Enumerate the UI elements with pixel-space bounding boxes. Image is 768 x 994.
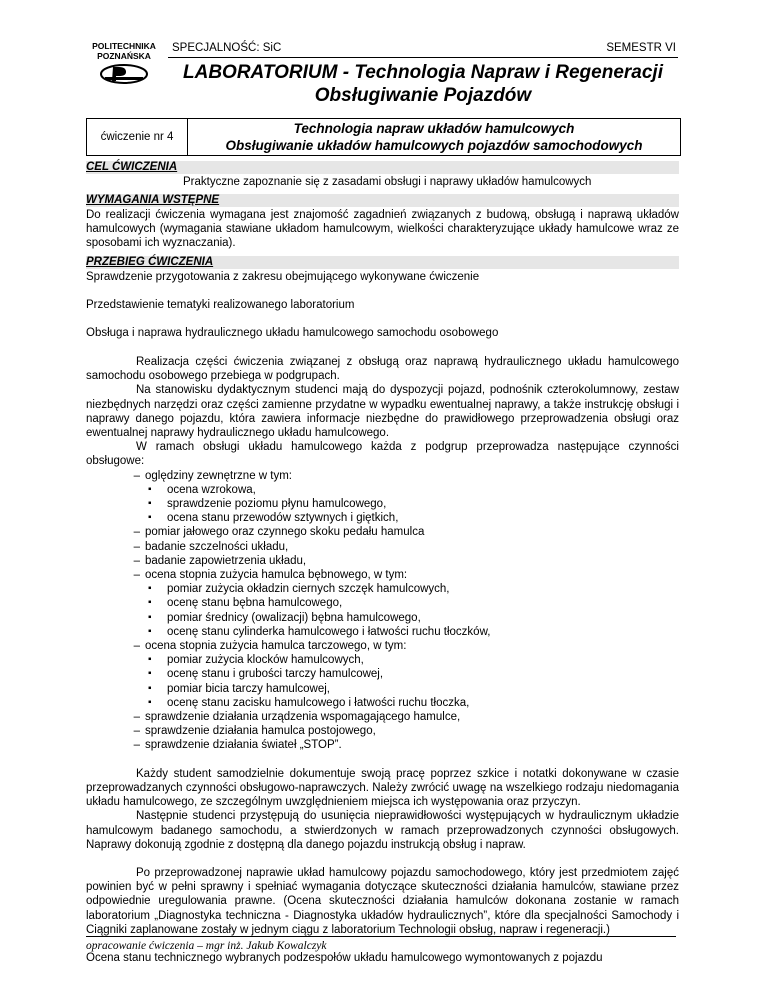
body-paragraph: Na stanowisku dydaktycznym studenci mają do dyspozycji pojazd, podnośnik czterokolumnowy, zestaw niezbędnych narzędzi oraz części zamienne przydatne w wypadku ewentualnej naprawy, a także instrukcję obsługi i naprawy danego pojazdu, która zawiera informacje niezbędne do prawidłowego przeprowadzenia obsługi oraz ewentualnej naprawy hydraulicznego układu hamulcowego. [86,384,679,440]
list-item: ▪ ocenę stanu bębna hamulcowego, [145,596,679,610]
body-paragraph: W ramach obsługi układu hamulcowego każda z podgrup przeprowadza następujące czynności obsługowe: [86,441,679,468]
list-item: ▪ ocenę stanu cylinderka hamulcowego i łatwości ruchu tłoczków, [145,625,679,639]
header-divider [168,57,678,58]
prereq-heading: WYMAGANIA WSTĘPNE [86,194,679,207]
goal-heading: CEL ĆWICZENIA [86,161,679,174]
lab-title-line-1: LABORATORIUM - Technologia Napraw i Regeneracji [183,62,663,83]
course-intro: Przedstawienie tematyki realizowanego laboratorium [86,299,355,311]
list-item: – ocena stopnia zużycia hamulca bębnowego, w tym: ▪ pomiar zużycia okładzin ciernych szczęk hamulcowych, ▪ ocenę stanu bębna hamulcowego, ▪ pomiar średnicy (owalizacji) bębna hamulcowego, ▪ ocenę stanu cylinderka hamulcowego i łatwości ruchu tłoczków, [86,568,679,639]
sub-list [145,653,679,710]
list-item: ▪ ocena stanu przewodów sztywnych i giętkich, [145,511,679,525]
sub-list [145,582,679,639]
course-check: Sprawdzenie przygotowania z zakresu obejmującego wykonywane ćwiczenie [86,271,480,283]
list-item: – sprawdzenie działania hamulca postojowego, [86,724,679,738]
list-item: – badanie zapowietrzenia układu, [86,554,679,568]
list-item: ▪ ocena wzrokowa, [145,483,679,497]
logo-line-1: POLITECHNIKA [92,41,156,51]
course-subheading: Obsługa i naprawa hydraulicznego układu hamulcowego samochodu osobowego [86,327,499,339]
logo-line-2: POZNAŃSKA [97,51,151,61]
list-item: ▪ pomiar bicia tarczy hamulcowej, [145,682,679,696]
list-item: ▪ pomiar zużycia okładzin ciernych szczęk hamulcowych, [145,582,679,596]
list-item: ▪ sprawdzenie poziomu płynu hamulcowego, [145,497,679,511]
list-item: ▪ ocenę stanu i grubości tarczy hamulcowej, [145,667,679,681]
body-paragraph: Realizacja części ćwiczenia związanej z obsługą oraz naprawą hydraulicznego układu hamulcowego samochodu osobowego przebiega w podgrupach. [86,356,679,383]
footer-author: opracowanie ćwiczenia – mgr inż. Jakub Kowalczyk [86,940,327,952]
course-heading: PRZEBIEG ĆWICZENIA [86,256,679,269]
exercise-title-line-2: Obsługiwanie układów hamulcowych pojazdów samochodowych [225,138,643,153]
exercise-title-line-1: Technologia napraw układów hamulcowych [293,121,575,136]
body-paragraph: Każdy student samodzielnie dokumentuje swoją pracę poprzez szkice i notatki dokonywane w czasie przeprowadzanych czynności obsługowo-naprawczych. Należy zwrócić uwagę na wszelkiego rodzaju niedomagania układu hamulcowego, ze szczególnym uwzględnieniem miejsca ich występowania oraz przyczyn. [86,767,679,809]
semester-label: SEMESTR VI [606,42,676,54]
logo-emblem-icon [99,62,149,84]
body-paragraph: Po przeprowadzonej naprawie układ hamulcowy pojazdu samochodowego, który jest przedmiotem zajęć powinien być w pełni sprawny i spełniać wymagania dotyczące skuteczności działania hamulców, stawiane przez odpowiednie uregulowania prawne. (Ocena skuteczności działania hamulców dokonana zostanie w ramach laboratorium „Diagnostyka techniczna - Diagnostyka układów hydraulicznych”, które dla specjalności Samochody i Ciągniki zaplanowane zostały w jednym ciągu z laboratorium Technologii obsług, napraw i regeneracji.) [86,866,679,936]
exercise-number: ćwiczenie nr 4 [87,119,188,155]
maintenance-list [86,469,679,753]
body-paragraph: Ocena stanu technicznego wybranych podzespołów układu hamulcowego wymontowanych z pojazdu [86,951,603,964]
list-item: – sprawdzenie działania urządzenia wspomagającego hamulce, [86,710,679,724]
list-item: ▪ ocenę stanu zacisku hamulcowego i łatwości ruchu tłoczka, [145,696,679,710]
list-item: – badanie szczelności układu, [86,540,679,554]
lab-title-line-2: Obsługiwanie Pojazdów [314,85,532,106]
list-item: – oględziny zewnętrzne w tym: ▪ ocena wzrokowa, ▪ sprawdzenie poziomu płynu hamulcowego, ▪ ocena stanu przewodów sztywnych i giętkich, [86,469,679,526]
list-item: – sprawdzenie działania świateł „STOP”. [86,738,679,752]
exercise-title [188,119,680,155]
university-logo [92,41,156,84]
list-item: ▪ pomiar zużycia klocków hamulcowych, [145,653,679,667]
exercise-box [86,118,681,156]
list-item: ▪ pomiar średnicy (owalizacji) bębna hamulcowego, [145,611,679,625]
list-item: – ocena stopnia zużycia hamulca tarczowego, w tym: ▪ pomiar zużycia klocków hamulcowych, ▪ ocenę stanu i grubości tarczy hamulcowej, ▪ pomiar bicia tarczy hamulcowej, ▪ ocenę stanu zacisku hamulcowego i łatwości ruchu tłoczka, [86,639,679,710]
goal-text: Praktyczne zapoznanie się z zasadami obsługi i naprawy układów hamulcowych [183,176,592,188]
footer-divider [86,936,676,937]
course-body [86,355,679,965]
sub-list [145,483,679,526]
body-paragraph: Następnie studenci przystępują do usunięcia nieprawidłowości występujących w hydraulicznym układzie hamulcowym badanego samochodu, a stwierdzonych w ramach przeprowadzonych czynności obsługowych. Naprawy dokonują zgodnie z dostępną dla danego pojazdu instrukcją obsług i napraw. [86,810,679,851]
prereq-text: Do realizacji ćwiczenia wymagana jest znajomość zagadnień związanych z budową, obsługą i naprawą układów hamulcowych (wymagania stawiane układom hamulcowym, wielkości charakteryzujące układy hamulcowe wraz ze sposobami ich wyznaczania). [86,209,679,250]
list-item: – pomiar jałowego oraz czynnego skoku pedału hamulca [86,525,679,539]
specialty-label: SPECJALNOŚĆ: SiC [172,42,282,54]
